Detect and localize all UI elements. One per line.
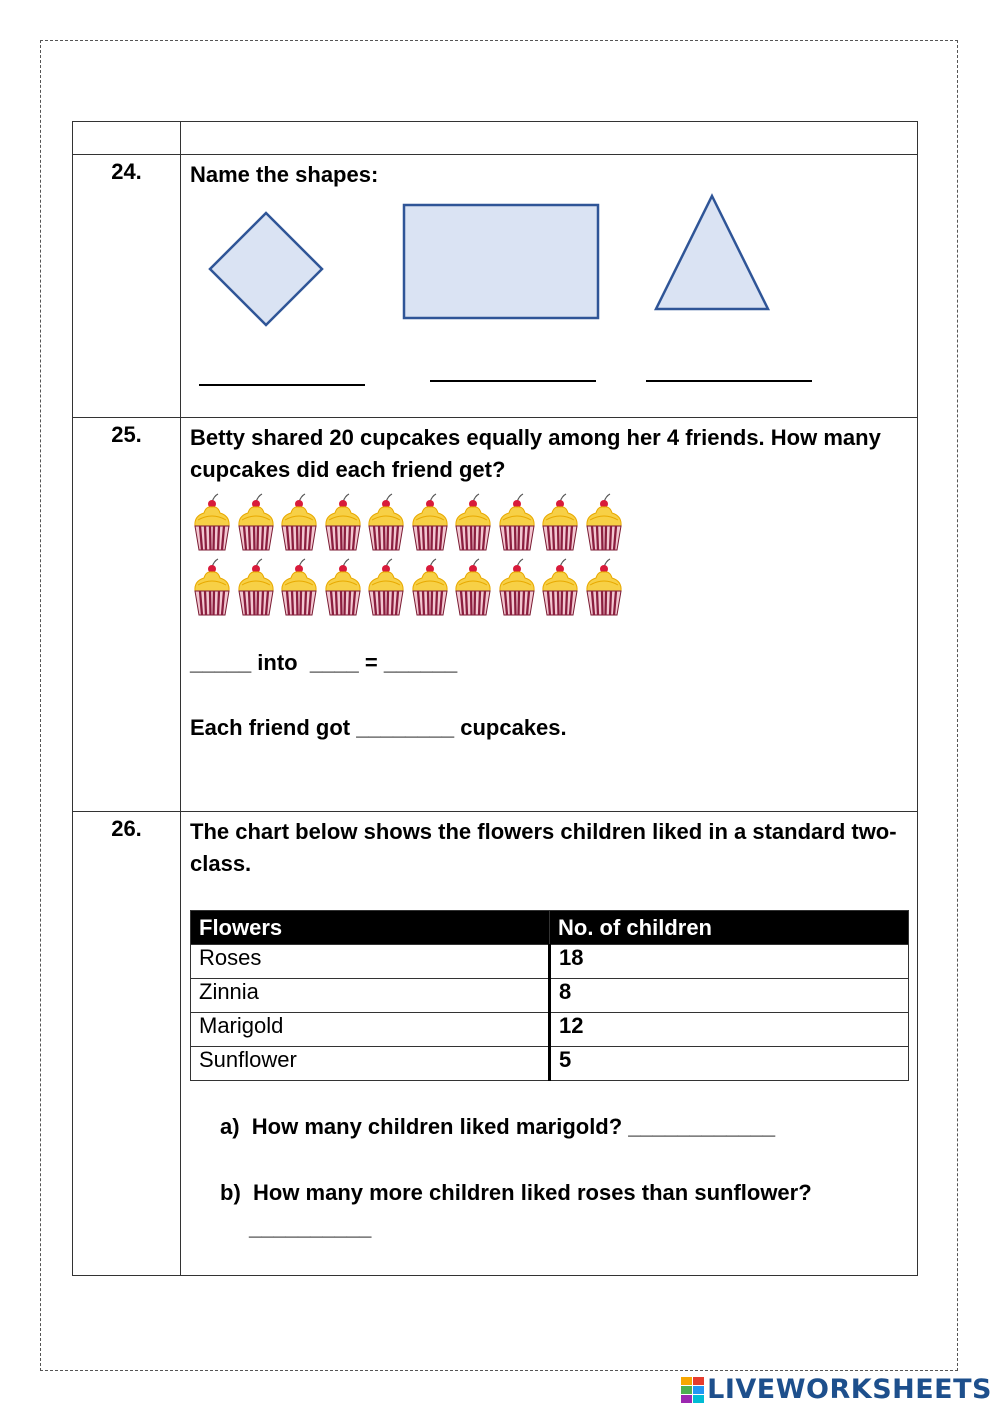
triangle-shape [656,196,768,309]
table-row [191,945,909,979]
column-header: Flowers [191,911,550,945]
question-prompt: The chart below shows the flowers children liked in a standard two-class. [190,819,897,876]
cupcake-icon [366,557,406,617]
cupcake-icon [236,492,276,552]
table-row [191,979,909,1013]
answer-blank-3[interactable] [646,380,812,382]
flower-name: Zinnia [191,979,550,1013]
cupcake-icon [323,492,363,552]
question-prompt: Name the shapes: [190,162,379,187]
children-count: 5 [550,1047,909,1081]
question-24 [181,155,918,418]
shapes-figure [181,155,919,417]
header-content-cell [181,122,918,155]
cupcake-row [192,557,632,617]
cupcake-icon [366,492,406,552]
logo-icon [681,1377,705,1403]
sub-question-a: a) How many children liked marigold? ____________ [220,1114,776,1139]
question-prompt: Betty shared 20 cupcakes equally among her 4 friends. How many cupcakes did each friend get? [190,425,881,482]
flower-name: Sunflower [191,1047,550,1081]
cupcake-icon [540,492,580,552]
cupcake-icon [236,557,276,617]
cupcake-row [192,492,632,552]
question-number: 26. [73,812,181,1276]
answer-sentence: Each friend got ________ cupcakes. [190,715,567,740]
worksheet-table [72,121,918,1276]
table-header-row [191,911,909,945]
diamond-shape [210,213,322,325]
children-count: 18 [550,945,909,979]
question-number: 24. [73,155,181,418]
cupcake-icon [497,492,537,552]
cupcake-icon [410,557,450,617]
children-count: 8 [550,979,909,1013]
flower-name: Roses [191,945,550,979]
header-num-cell [73,122,181,155]
sub-question-b: b) How many more children liked roses than sunflower? [220,1180,812,1205]
answer-blank-1[interactable] [199,384,365,386]
cupcake-icon [584,557,624,617]
division-sentence: _____ into ____ = ______ [190,650,458,675]
flowers-table [190,910,909,1081]
cupcake-icon [279,557,319,617]
cupcake-icon [453,557,493,617]
question-number: 25. [73,418,181,812]
logo-text: LIVEWORKSHEETS [707,1374,992,1405]
cupcake-icon [584,492,624,552]
cupcake-icon [540,557,580,617]
question-26 [181,812,918,1276]
cupcake-icon [192,557,232,617]
table-row [191,1047,909,1081]
children-count: 12 [550,1013,909,1047]
answer-blank-2[interactable] [430,380,596,382]
column-header: No. of children [550,911,909,945]
liveworksheets-logo [681,1374,992,1405]
cupcake-icon [323,557,363,617]
flower-name: Marigold [191,1013,550,1047]
cupcake-icon [192,492,232,552]
question-25 [181,418,918,812]
rectangle-shape [404,205,598,318]
cupcake-icon [497,557,537,617]
cupcake-icon [453,492,493,552]
sub-question-b-blank[interactable]: __________ [249,1215,372,1240]
cupcake-icon [279,492,319,552]
cupcake-icon [410,492,450,552]
table-row [191,1013,909,1047]
